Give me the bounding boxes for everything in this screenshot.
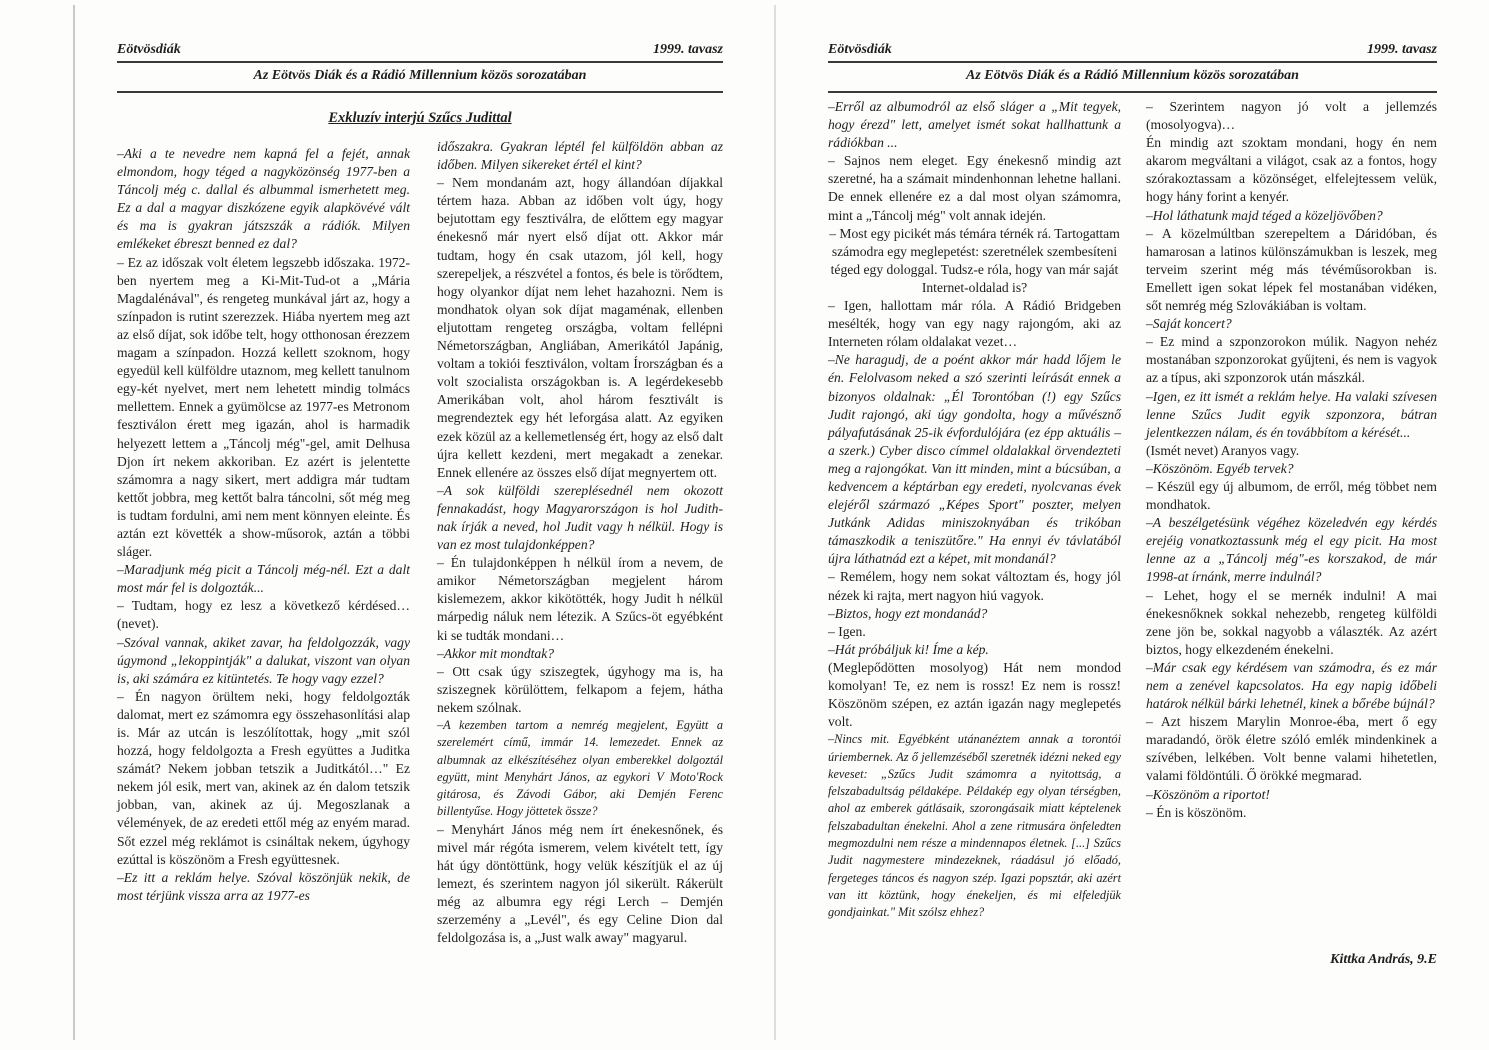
text-column-2: [1146, 98, 1437, 822]
interview-question: –Köszönöm a riportot!: [1146, 786, 1270, 802]
interview-answer: – Lehet, hogy el se mernék indulni! A mai énekesnőknek sokkal nehezebb, rengeteg külföldi zene jön be, sokkal nagyobb a választék. Az azért biztos, hogy elkezdeném énekelni.: [1146, 587, 1437, 657]
interview-answer: (Ismét nevet) Aranyos vagy.: [1146, 442, 1300, 458]
interview-answer: – Tudtam, hogy ez lesz a következő kérdésed…(nevet).: [117, 598, 410, 632]
interview-answer: – Ez az időszak volt életem legszebb időszaka. 1972-ben nyertem meg a Ki-Mit-Tud-ot a „Mária Magdalénával", és rengeteg munkával járt az, hogy a színpadon is rutint szerezzek. Hiába nyertem meg azt az első díjat, sok időbe telt, hogy otthonosan érezzem magam a színpadon. Hozzá kellett szoknom, hogy egyedül kell külföldre utaznom, meg kellett tanulnom egy-két nyelvet, mert nem lehetett mindig tolmács mellettem. Ennek a gyümölcse az 1977-es Metronom fesztiválon érett meg igazán, ahol is harmadik helyezett lettem a „Táncolj még"-gel, amit Delhusa Djon írt nekem akkoriban. Ez azért is jelentette számomra a nagy sikert, mert addigra már tudtam kettőt jobbra, meg kettőt balra táncolni, sőt még meg is tudtam fordulni, ami nem ment könnyen eleinte. És aztán ezt követték a show-műsorok, aztán a többi sláger.: [117, 254, 410, 560]
running-header: [117, 42, 723, 60]
interview-question: –Erről az albumodról az első sláger a „Mit tegyek, hogy érezd" lett, amelyet ismét sokat hallhattunk a rádiókban ...: [828, 99, 1121, 151]
text-column-1: [117, 145, 410, 905]
interview-answer: – Remélem, hogy nem sokat változtam és, hogy jól nézek ki rajta, mert nagyon hiú vagyok.: [828, 569, 1121, 603]
running-header: [828, 42, 1437, 60]
interview-question: –Ez itt a reklám helye. Szóval köszönjük nekik, de most térjünk vissza arra az 1977-es: [117, 869, 410, 903]
text-column-1: [828, 98, 1121, 922]
interview-question: időszakra. Gyakran léptél fel külföldön abban az időben. Milyen sikereket értél el kint?: [437, 139, 723, 173]
interview-answer: – Szerintem nagyon jó volt a jellemzés (mosolyogva)…: [1146, 99, 1437, 133]
interview-question: –Igen, ez itt ismét a reklám helye. Ha valaki szívesen lenne Szűcs Judit egyik szponzora, bátran jelentkezzen nálam, és én továbbítom a kérését...: [1146, 388, 1437, 440]
article-title: Exkluzív interjú Szűcs Judittal: [328, 110, 512, 126]
header-rule: [117, 91, 723, 93]
header-rule: [828, 91, 1437, 93]
interview-answer: – Azt hiszem Marylin Monroe-éba, mert ő egy maradandó, örök életre szóló emlék mindenkinek a szívében, lelkében. Volt benne valami hihetetlen, valami földöntúli. Ő örökké megmarad.: [1146, 714, 1437, 784]
interview-question: –Biztos, hogy ezt mondanád?: [828, 605, 988, 621]
interview-answer: – Igen, hallottam már róla. A Rádió Bridgeben mesélték, hogy van egy nagy rajongóm, aki az Interneten rólam oldalakat vezet…: [828, 298, 1121, 350]
interview-answer: – Most egy picikét más témára térnék rá. Tartogattam számodra egy meglepetést: szeretnélek szembesíteni téged egy dologgal. Tudsz-e róla, hogy van már saját Internet-oldalad is?: [829, 225, 1120, 295]
interview-answer: (Meglepődötten mosolyog) Hát nem mondod komolyan! Te, ez nem is rossz! Ez nem is rossz! Köszönöm szépen, ez aztán igazán nagy meglepetés volt.: [828, 659, 1121, 730]
interview-answer: – Én is köszönöm.: [1146, 804, 1247, 820]
interview-question: –Akkor mit mondtak?: [437, 645, 555, 661]
header-rule: [117, 61, 723, 63]
issue-date: 1999. tavasz: [653, 42, 723, 57]
page-fold-line: [774, 5, 776, 1040]
interview-question: –Hát próbáljuk ki! Íme a kép.: [828, 641, 989, 657]
interview-answer: – Én tulajdonképpen h nélkül írom a nevem, de amikor Németországban megjelent három kislemezem, akkor kikötötték, hogy Judit h nélkül márpedig náluk nem létezik. A Szűcs-öt egyébként ki se tudták mondani…: [437, 555, 723, 643]
interview-question: –Szóval vannak, akiket zavar, ha feldolgozzák, vagy úgymond „lekoppintják" a dalukat, viszont van olyan is, aki számára ez kitüntetés. Te hogy vagy ezzel?: [117, 634, 410, 686]
interview-question: –A kezemben tartom a nemrég megjelent, Együtt a szerelemért című, immár 14. lemezedet. Ennek az albumnak az elkészítéséhez olyan emberekkel dolgoztál együtt, mint Menyhárt János, az egykori V Moto'Rock gitárosa, és Závodi Gábor, aki Demjén Ferenc billentyűse. Hogy jöttetek össze?: [437, 718, 723, 819]
interview-question: –A beszélgetésünk végéhez közeledvén egy kérdés erejéig vonatkoztassunk még el egy picit. Ha most lenne az a „Táncolj még"-es korszakod, de már 1998-at írnánk, merre indulnál?: [1146, 515, 1437, 585]
interview-question: –Nincs mit. Egyébként utánanéztem annak a torontói úriembernek. Az ő jellemzéséből szeretnék idézni neked egy keveset: „Szűcs Judit számomra a nyitottság, a felszabadultság példaképe. Példakép egy olyan térségben, ahol az emberek gátlásaik, szorongásaik miatt képtelenek felszabadultan énekelni. Ahol a zene ritmusára önfeledten megmozdulni nem része a mindennapos életnek. [...] Szűcs Judit nagymestere mindezeknek, ráadásul jó előadó, fergeteges táncos és nagyon szép. Igazi popsztár, aki azért van itt köztünk, hogy énekeljen, és mi elfeledjük gondjainkat." Mit szólsz ehhez?: [828, 732, 1121, 920]
interview-answer: – Menyhárt János még nem írt énekesnőnek, és mivel már régóta ismerem, velem kivételt tett, így hát úgy döntöttünk, hogy velük készítjük el az új lemezt, és szerintem nagyon jól sikerült. Rákerült még az albumra egy régi Lerch – Demjén szerzemény a „Levél", és egy Celine Dion dal feldolgozása is, a „Just walk away" magyarul.: [437, 821, 723, 946]
series-line: Az Eötvös Diák és a Rádió Millennium közös sorozatában: [253, 68, 587, 83]
interview-question: –Ne haragudj, de a poént akkor már hadd lőjem le én. Felolvasom neked a szó szerinti leírását ennek a bizonyos oldalnak: „Él Torontóban (!) egy Szűcs Judit rajongó, aki úgy gondolta, hogy a művésznő pályafutásának 25-ik évfordulójára (ez épp aktuális – a szerk.) Cyber disco címmel oldalakkal örvendezteti meg a rajongókat. Van itt minden, mint a búcsúban, a kedvencem a képtárban egy eredeti, nyolcvanas évek elejéről származó „Képes Sport" poszter, melyen Jutkánk Adidas miniszoknyában és trikóban támaszkodik a teniszütőre." Ha ennyi év távlatából újra láthatnád ezt a képet, mit mondanál?: [828, 352, 1121, 567]
interview-question: –Köszönöm. Egyéb tervek?: [1146, 460, 1294, 476]
series-line: Az Eötvös Diák és a Rádió Millennium közös sorozatában: [966, 68, 1299, 83]
interview-answer: – Sajnos nem eleget. Egy énekesnő mindig azt szeretné, ha a számait mindenhonnan lehetne hallani. De ennek ellenére ez a dal most olyan számomra, mint a „Táncolj még" volt annak idején.: [828, 153, 1121, 223]
interview-answer: – Igen.: [828, 623, 866, 639]
right-page: [828, 0, 1437, 1050]
issue-date: 1999. tavasz: [1367, 42, 1437, 57]
interview-answer: – A közelmúltban szerepeltem a Dáridóban, és hamarosan a latinos különszámukban is leszek, meg terveim szerint még más tévéműsorokban is. Emellett igen sokat lépek fel mostanában vidéken, sőt nemrég még Szlovákiában is voltam.: [1146, 225, 1437, 314]
interview-answer: – Ez mind a szponzorokon múlik. Nagyon nehéz mostanában szponzorokat gyűjteni, és nem is vagyok az a típus, aki szponzorok után mászkál.: [1146, 334, 1437, 386]
publication-name: Eötvösdiák: [828, 42, 892, 57]
interview-answer: – Nem mondanám azt, hogy állandóan díjakkal tértem haza. Abban az időben volt úgy, hogy bejutottam egy fesztiválra, de előttem egy magyar énekesnő már nyert első díjat ott. Akkor már tudtam, hogy én csak utazom, jól kell, hogy szerepeljek, a részvétel a fontos, és bele is törődtem, hogy olyankor díjat nem lehet hazahozni. Nem is mondhatok olyan sok díjat magaménak, ellenben eljutottam rengeteg országba, voltam fellépni Németországban, Angliában, Amerikától Japánig, voltam a tokiói fesztiválon, voltam Írországban és a volt szocialista országokban is. A legérdekesebb Amerikában volt, ahol három fesztivált is megrendeztek egy hét leforgása alatt. Az egyiken ezek közül az a kellemetlenség ért, hogy az első dalt újra kellett kezdeni, mert megakadt a zenekar. Ennek ellenére az összes első díjat megnyertem ott.: [437, 175, 723, 480]
scan-edge-line: [73, 5, 75, 1040]
interview-question: –Hol láthatunk majd téged a közeljövőben?: [1146, 207, 1383, 223]
interview-answer: – Készül egy új albumom, de erről, még többet nem mondhatok.: [1146, 478, 1437, 513]
interview-answer: Én mindig azt szoktam mondani, hogy én nem akarom megváltani a világot, csak az a fontos, hogy szórakoztassam a közönséget, elfelejtessem velük, hogy hány forint a kenyér.: [1146, 135, 1437, 205]
left-page: [117, 0, 723, 1050]
publication-name: Eötvösdiák: [117, 42, 181, 57]
interview-question: –Maradjunk még picit a Táncolj még-nél. Ezt a dalt most már fel is dolgozták...: [117, 562, 410, 596]
interview-answer: – Én nagyon örültem neki, hogy feldolgozták dalomat, mert ez számomra egy összehasonlítási alap is. Már az utcán is leszólítottak, hogy „mit szól hozzá, hogy feldolgozta a Fresh együttes a Juditka számát? Nekem jobban tetszik a Juditkától…" Ez nekem jól esik, mert van, akinek az én dalom tetszik jobban, van, akinek az új. Megoszlanak a vélemények, de az eredeti ettől még az enyém marad. Sőt ezzel még reklámot is csináltak nekem, úgyhogy ezúttal is köszönöm a Fresh együttesnek.: [117, 688, 410, 867]
author-signature: Kittka András, 9.E: [1330, 952, 1437, 967]
text-column-2: [437, 138, 723, 947]
interview-question: –A sok külföldi szereplésednél nem okozott fennakadást, hogy Magyarországon is hol Judith-nak írják a neved, hol Judit vagy h nélkül. Hogy is van ez most tulajdonképpen?: [437, 482, 723, 553]
interview-question: –Már csak egy kérdésem van számodra, és ez már nem a zenével kapcsolatos. Ha egy napig időbeli határok nélkül bárki lehetnél, kinek a bőrébe bújnál?: [1146, 659, 1437, 712]
header-rule: [828, 61, 1437, 63]
interview-answer: – Ott csak úgy sziszegtek, úgyhogy ma is, ha sziszegnek körülöttem, felkapom a fejem, hátha nekem szólnak.: [437, 663, 723, 715]
interview-question: –Saját koncert?: [1146, 316, 1232, 332]
interview-question: –Aki a te nevedre nem kapná fel a fejét, annak elmondom, hogy téged a nagyközönség 1977-ben a Táncolj még c. dallal és albummal ismerhetett meg. Ez a dal a magyar diszkózene egyik alapkövévé vált és ma is gyakran játszszák a rádiók. Milyen emlékeket ébreszt benned ez dal?: [117, 146, 410, 252]
